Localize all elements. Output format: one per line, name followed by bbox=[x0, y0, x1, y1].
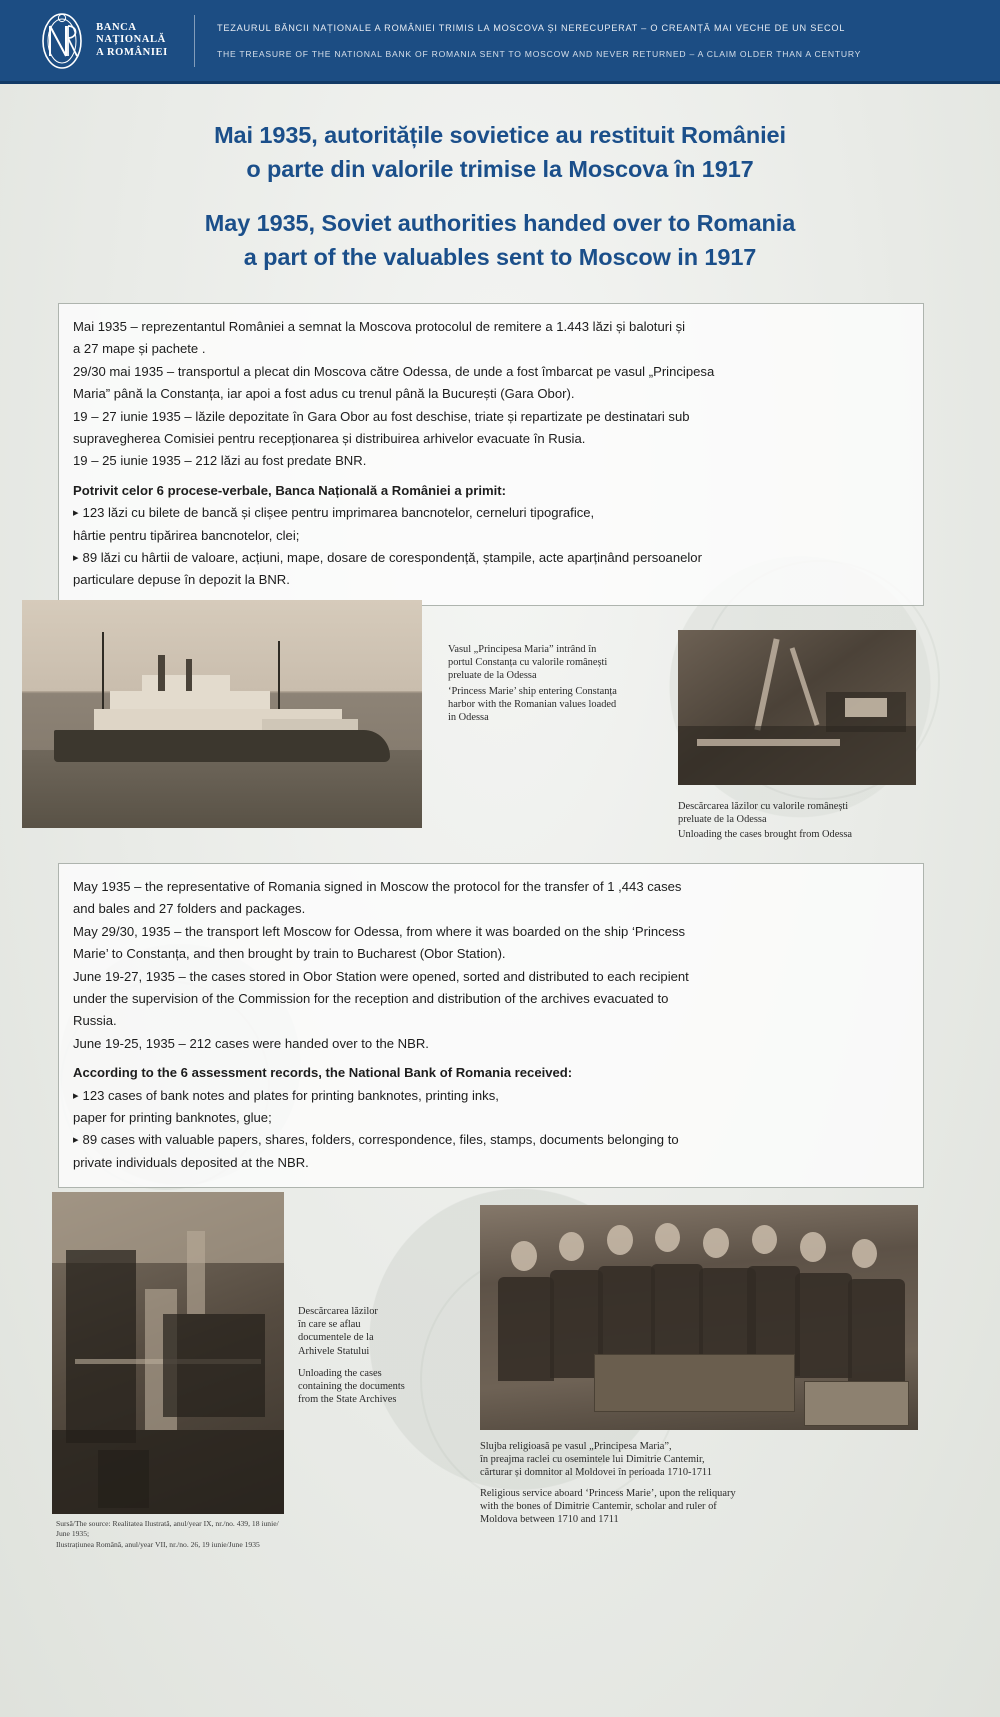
caption-ship-en: ‘Princess Marie’ ship entering Constanța harbor with the Romanian values loaded in Odessa bbox=[448, 685, 617, 724]
source-line-2: June 1935; bbox=[56, 1529, 90, 1539]
bnr-logo-text bbox=[96, 22, 168, 60]
ro-bullet-1-cont: hârtie pentru tipărirea bancnotelor, clei; bbox=[73, 527, 300, 543]
en-line-5: June 19-27, 1935 – the cases stored in Obor Station were opened, sorted and distributed to each recipient bbox=[73, 968, 689, 984]
en-line-4: Marie’ to Constanța, and then brought by train to Bucharest (Obor Station). bbox=[73, 946, 506, 962]
caption-dock-en: Unloading the cases containing the documents from the State Archives bbox=[298, 1367, 405, 1406]
en-line-6: under the supervision of the Commission for the reception and distribution of the archives evacuated to bbox=[73, 991, 669, 1007]
en-line-1: May 1935 – the representative of Romania signed in Moscow the protocol for the transfer of 1 ,443 cases bbox=[73, 879, 682, 894]
ro-line-1: Mai 1935 – reprezentantul României a semnat la Moscova protocolul de remitere a 1.443 lăzi și baloturi și bbox=[73, 319, 686, 334]
source-note bbox=[56, 1519, 386, 1550]
header-title-ro: TEZAURUL BĂNCII NAȚIONALE A ROMÂNIEI TRIMIS LA MOSCOVA ȘI NERECUPERAT – O CREANȚĂ MAI VECHE DE UN SECOL bbox=[217, 22, 846, 33]
ro-bullet-2-cont: particulare depuse în depozit la BNR. bbox=[73, 572, 290, 588]
en-bullet-2: ▸ 89 cases with valuable papers, shares, folders, correspondence, files, stamps, documents belonging to bbox=[73, 1129, 909, 1151]
ro-line-5: 19 – 27 iunie 1935 – lăzile depozitate în Gara Obor au fost deschise, triate și repartizate pe destinatari sub bbox=[73, 408, 690, 424]
caption-crane bbox=[678, 800, 928, 842]
ro-bullet-2: ▸ 89 lăzi cu hârtii de valoare, acțiuni, mape, dosare de corespondență, ștampile, acte aparținând persoanelor bbox=[73, 547, 909, 569]
header-titles bbox=[217, 15, 1000, 67]
caption-crane-ro: Descărcarea lăzilor cu valorile românești preluate de la Odessa bbox=[678, 801, 849, 826]
ro-line-7: 19 – 25 iunie 1935 – 212 lăzi au fost predate BNR. bbox=[73, 453, 367, 469]
photo-unloading-archives bbox=[52, 1192, 284, 1514]
en-line-8: June 19-25, 1935 – 212 cases were handed over to the NBR. bbox=[73, 1035, 429, 1051]
en-line-3: May 29/30, 1935 – the transport left Moscow for Odessa, from where it was boarded on the ship ‘Princess bbox=[73, 923, 686, 939]
photo-ship-principesa-maria bbox=[22, 600, 422, 828]
text-block-english bbox=[58, 863, 924, 1188]
text-block-romanian bbox=[58, 303, 924, 606]
caption-group-en: Religious service aboard ‘Princess Marie’, upon the reliquary with the bones of Dimitrie Cantemir, scholar and ruler of Moldova between 1710 and 1711 bbox=[480, 1487, 736, 1526]
en-bullet-1-cont: paper for printing banknotes, glue; bbox=[73, 1110, 272, 1126]
title-ro bbox=[40, 118, 960, 186]
panel-titles bbox=[0, 84, 1000, 282]
en-line-2: and bales and 27 folders and packages. bbox=[73, 901, 306, 917]
caption-dock-ro: Descărcarea lăzilor în care se aflau documentele de la Arhivele Statului bbox=[298, 1306, 378, 1357]
photo-religious-service bbox=[480, 1205, 918, 1430]
header-divider bbox=[194, 15, 195, 67]
caption-ship-ro: Vasul „Principesa Maria” intrând în portul Constanța cu valorile românești preluate de la Odessa bbox=[448, 644, 608, 682]
caption-dock bbox=[298, 1305, 484, 1406]
panel-header bbox=[0, 0, 1000, 84]
logo-line-1: BANCA bbox=[96, 21, 137, 33]
title-ro-line2: o parte din valorile trimise la Moscova în 1917 bbox=[246, 156, 754, 182]
caption-group-ro: Slujba religioasă pe vasul „Principesa Maria”, în preajma raclei cu osemintele lui Dimitrie Cantemir, cărturar și domnitor al Moldovei în perioada 1710-1711 bbox=[480, 1441, 712, 1479]
ro-line-2: a 27 mape și pachete . bbox=[73, 341, 206, 357]
title-en-line1: May 1935, Soviet authorities handed over to Romania bbox=[204, 210, 796, 236]
en-bullet-1: ▸ 123 cases of bank notes and plates for printing banknotes, printing inks, bbox=[73, 1085, 909, 1107]
bnr-monogram-icon bbox=[36, 12, 88, 70]
ro-line-3: 29/30 mai 1935 – transportul a plecat din Moscova către Odessa, de unde a fost îmbarcat pe vasul „Principesa bbox=[73, 363, 715, 379]
photo-unloading-crane bbox=[678, 630, 916, 785]
logo-line-3: A ROMÂNIEI bbox=[96, 46, 168, 58]
source-line-3: Ilustrațiunea Română, anul/year VII, nr./no. 26, 19 iunie/June 1935 bbox=[56, 1539, 260, 1549]
caption-ship bbox=[448, 643, 664, 724]
ro-line-6: supravegherea Comisiei pentru recepționarea și distribuirea arhivelor evacuate în Rusia. bbox=[73, 431, 586, 447]
source-line-1: Sursă/The source: Realitatea Ilustrată, anul/year IX, nr./no. 439, 18 iunie/ bbox=[56, 1519, 279, 1528]
caption-crane-en: Unloading the cases brought from Odessa bbox=[678, 829, 853, 841]
title-en-line2: a part of the valuables sent to Moscow in 1917 bbox=[243, 244, 757, 270]
en-line-7: Russia. bbox=[73, 1013, 117, 1029]
bnr-logo bbox=[0, 12, 190, 70]
ro-line-4: Maria” până la Constanța, iar apoi a fost adus cu trenul până la București (Gara Obor). bbox=[73, 386, 575, 402]
en-bullet-2-cont: private individuals deposited at the NBR. bbox=[73, 1154, 309, 1170]
logo-line-2: NAȚIONALĂ bbox=[96, 34, 166, 46]
header-title-en: THE TREASURE OF THE NATIONAL BANK OF ROMANIA SENT TO MOSCOW AND NEVER RETURNED – A CLAIM OLDER THAN A CENTURY bbox=[217, 48, 862, 59]
title-en bbox=[40, 206, 960, 274]
ro-bullet-1: ▸ 123 lăzi cu bilete de bancă și clișee pentru imprimarea bancnotelor, cerneluri tipografice, bbox=[73, 502, 909, 524]
ro-heading: Potrivit celor 6 procese-verbale, Banca Națională a României a primit: bbox=[73, 482, 506, 498]
caption-group bbox=[480, 1440, 932, 1526]
en-heading: According to the 6 assessment records, the National Bank of Romania received: bbox=[73, 1065, 573, 1081]
title-ro-line1: Mai 1935, autoritățile sovietice au restituit României bbox=[214, 122, 786, 148]
